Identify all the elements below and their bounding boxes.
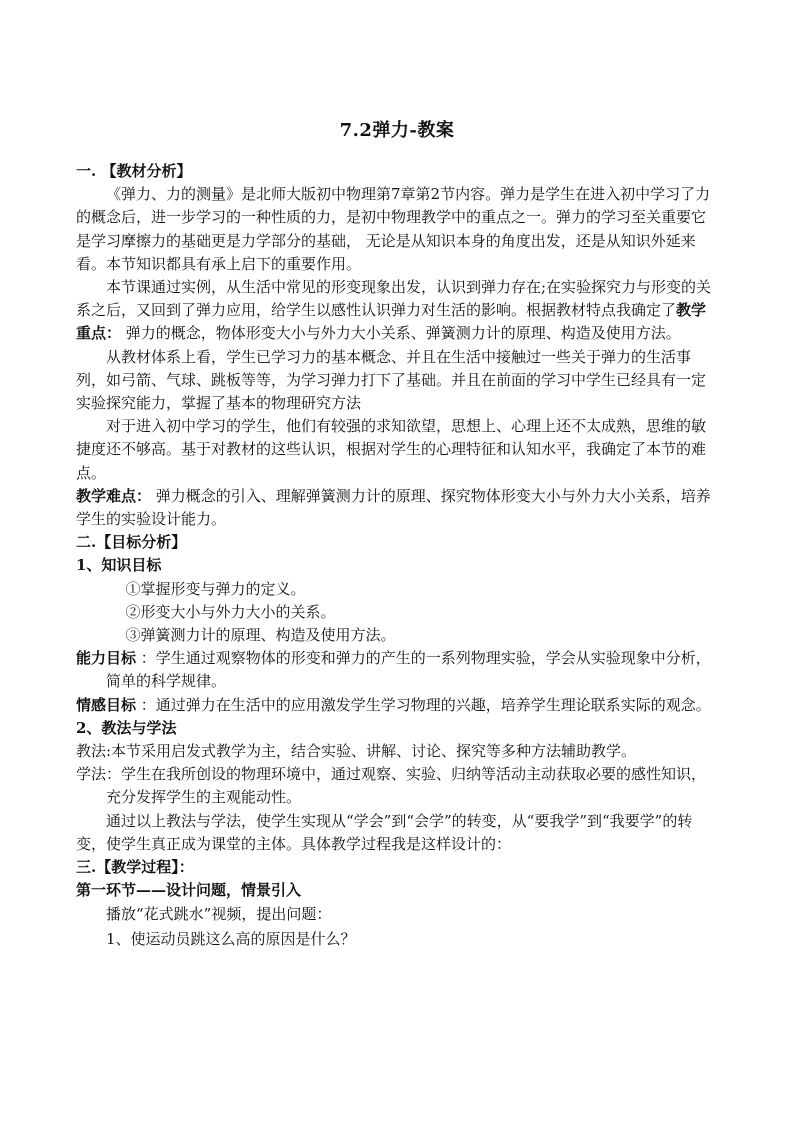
paragraph: 通过以上教法与学法，使学生实现从“学会”到“会学”的转变，从“要我学”到“我要学”的转变，使学生真正成为课堂的主体。具体教学过程我是这样设计的：	[76, 811, 693, 853]
list-item: ②形变大小与外力大小的关系。	[125, 602, 336, 621]
paragraph	[76, 485, 716, 531]
subheading-step-one: 第一环节——设计问题，情景引入	[76, 881, 302, 900]
section-heading-goal-analysis: 二.【目标分析】	[76, 533, 187, 552]
key-point-label: 教学重点：	[76, 301, 707, 343]
paragraph: 播放“花式跳水”视频，提出问题：	[106, 904, 332, 923]
subheading-knowledge-goals: 1、知识目标	[76, 556, 162, 575]
paragraph: 学法：学生在我所创设的物理环境中，通过观察、实验、归纳等活动主动获取必要的感性知识，充分发挥学生的主观能动性。	[76, 765, 707, 807]
paragraph-text: 弹力的概念，物体形变大小与外力大小关系、弹簧测力计的原理、构造及使用方法。	[121, 324, 681, 343]
ability-goal-label: 能力目标	[76, 649, 137, 668]
list-item: ③弹簧测力计的原理、构造及使用方法。	[125, 626, 396, 645]
paragraph: 对于进入初中学习的学生，他们有较强的求知欲望，思想上、心理上还不太成熟，思维的敏捷度还不够高。基于对教材的这些认识，根据对学生的心理特征和认知水平，我确定了本节的难点。	[76, 417, 707, 482]
paragraph	[76, 694, 716, 717]
paragraph-text: 弹力概念的引入、理解弹簧测力计的原理、探究物体形变大小与外力大小关系，培养学生的实验设计能力。	[76, 486, 711, 529]
paragraph: 教法:本节采用启发式教学为主，结合实验、讲解、讨论、探究等多种方法辅助教学。	[76, 742, 637, 761]
paragraph	[76, 647, 716, 693]
emotion-goal-label: 情感目标	[76, 695, 137, 714]
paragraph	[76, 276, 716, 346]
section-heading-teaching-process: 三.【教学过程】：	[76, 858, 194, 877]
paragraph-text: ：学生通过观察物体的形变和弹力的产生的一系列物理实验，学会从实验现象中分析，简单的科学规律。	[106, 649, 711, 691]
paragraph-text: ：通过弹力在生活中的应用激发学生学习物理的兴趣，培养学生理论联系实际的观念。	[136, 695, 711, 714]
paragraph: 从教材体系上看，学生已学习力的基本概念、并且在生活中接触过一些关于弹力的生活事列，如弓箭、气球、跳板等等，为学习弹力打下了基础。并且在前面的学习中学生已经具有一定实验探究能力，掌握了基本的物理研究方法	[76, 347, 707, 413]
list-item: ①掌握形变与弹力的定义。	[125, 579, 306, 598]
paragraph: 《弹力、力的测量》是北师大版初中物理第7章第2节内容。弹力是学生在进入初中学习了力的概念后，进一步学习的一种性质的力，是初中物理教学中的重点之一。弹力的学习至关重要它是学习摩擦力的基础更是力学部分的基础， 无论是从知识本身的角度出发，还是从知识外延来看。本节知识都具有承上启下的重要作用。	[76, 185, 711, 273]
question-item: 1、使运动员跳这么高的原因是什么？	[106, 929, 356, 948]
paragraph-text: 本节课通过实例，从生活中常见的形变现象出发，认识到弹力存在;在实验探究力与形变的关系之后，又回到了弹力应用，给学生以感性认识弹力对生活的影响。根据教材特点我确定了	[76, 278, 712, 320]
difficulty-label: 教学难点：	[76, 486, 152, 505]
document-body	[76, 160, 716, 951]
subheading-methods: 2、教法与学法	[76, 718, 177, 737]
section-heading-textbook-analysis: 一. 【教材分析】	[76, 162, 192, 180]
document-title: 7.2弹力-教案	[339, 120, 455, 141]
